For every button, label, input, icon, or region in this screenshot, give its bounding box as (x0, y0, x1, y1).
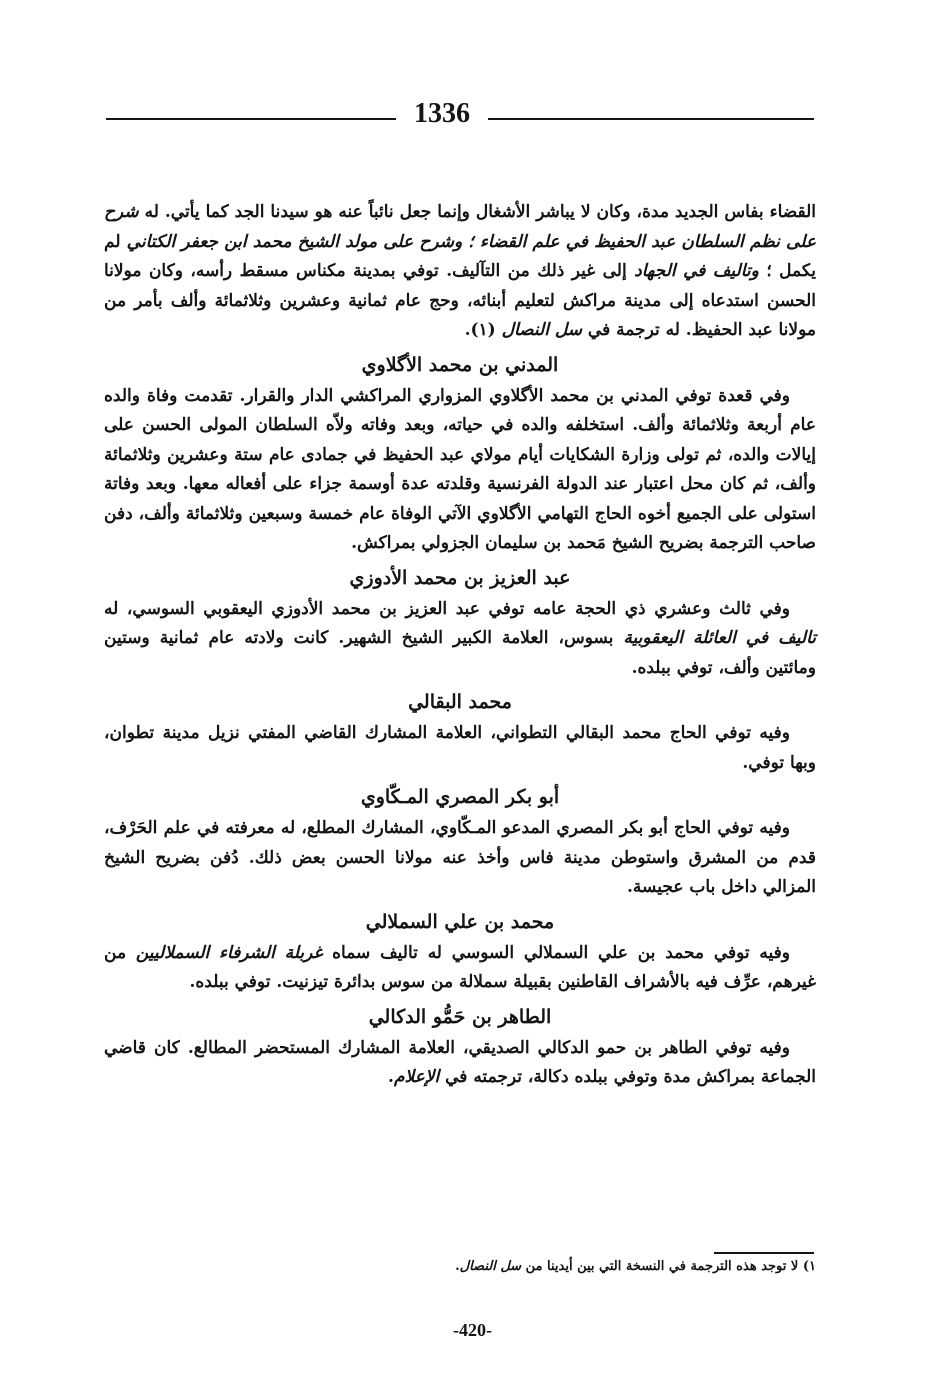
section-body: وفي قعدة توفي المدني بن محمد الأگلاوي المزواري المراكشي الدار والقرار. تقدمت وفاة والده عام أربعة وثلاثمائة وألف. استخلفه والده في حياته، وبعد وفاته ولاّه السلطان المولى الحسن على إيالات والده، ثم تولى وزارة الشكايات أيام مولاي عبد الحفيظ في جمادى عام ستة وعشرين وثلاثمائة وألف، ثم كان محل اعتبار عند الدولة الفرنسية وقلدته عدة أوسمة جزاء على أفعاله معها. وبعد وفاتة استولى على الجميع أخوه الحاج التهامي الأگلاوي الآتي الوفاة عام خمسة وسبعين وثلاثمائة وألف، دفن صاحب الترجمة بضريح الشيخ مَحمد بن سليمان الجزولي بمراكش. (104, 385, 816, 553)
book-title: تاليف في العائلة اليعقوبية (623, 628, 816, 648)
paragraph-text: إلى غير ذلك من التآليف. توفي بمدينة مكناس مسقط رأسه، وكان مولانا الحسن استدعاه إلى مدينة مراكش لتعليم أبنائه، وحج عام ثمانية وعشرين وثلاثمائة وألف بأمر من مولانا عبد الحفيظ. له ترجمة في (104, 261, 816, 340)
section-body (104, 1034, 816, 1093)
section-heading: المدني بن محمد الأگلاوي (361, 353, 559, 376)
main-text (104, 198, 816, 1093)
paragraph-text: بسوس، العلامة الكبير الشيخ الشهير. كانت ولادته عام ثمانية وستين ومائتين وألف، توفي ببلده. (104, 628, 816, 678)
book-title: سل النصال (501, 320, 582, 340)
header-rule-left (106, 118, 396, 120)
section-heading: محمد بن علي السملالي (365, 910, 555, 933)
paragraph-text: لم يكمل ؛ (104, 231, 816, 281)
paragraph-continuation (104, 198, 816, 346)
book-title: غربلة الشرفاء السملاليين (135, 942, 323, 963)
footnote-text: ١) لا توجد هذه الترجمة في النسخة التي بين أيدينا من (521, 1259, 816, 1274)
footnote-divider (714, 1252, 814, 1254)
paragraph-text: وفيه توفي محمد بن علي السملالي السوسي له تاليف سماه (322, 942, 791, 963)
section-heading: الطاهر بن حَمُّو الدكالي (368, 1005, 552, 1028)
paragraph-text: القضاء بفاس الجديد مدة، وكان لا يباشر الأشغال وإنما جعل نائباً عنه هو سيدنا الجد كما يأتي. له (138, 202, 816, 222)
page-header (0, 96, 945, 136)
page-number: -420- (453, 1320, 492, 1340)
book-title: وتاليف في الجهاد (634, 261, 759, 281)
book-title: شرح على نظم السلطان عبد الحفيظ في علم القضاء ؛ وشرح على مولد الشيخ محمد ابن جعفر الكتاني (104, 202, 817, 252)
paragraph-text: وفي ثالث وعشري ذي الحجة عامه توفي عبد العزيز بن محمد الأدوزي اليعقوبي السوسي، له (104, 598, 790, 619)
footnote-ref: (١). (464, 320, 502, 340)
header-rule-right (488, 118, 814, 120)
footnote-text: . (455, 1259, 460, 1274)
paragraph-text: من غيرهم، عرِّف فيه بالأشراف القاطنين بقبيلة سملالة من سوس بدائرة تيزنيت. توفي ببلده. (104, 942, 816, 992)
book-title: سل النصال (459, 1259, 522, 1274)
paragraph-text: وفيه توفي الطاهر بن حمو الدكالي الصديقي، العلامة المشارك المستحضر المطالع. كان قاضي الجماعة بمراكش مدة وتوفي ببلده دكالة، ترجمته في (104, 1037, 816, 1087)
book-title: الإعلام (393, 1067, 440, 1087)
header-page-number: 1336 (414, 98, 470, 129)
section-body (104, 595, 816, 684)
section-body: وفيه توفي الحاج محمد البقالي التطواني، العلامة المشارك القاضي المفتي نزيل مدينة تطوان، وبها توفي. (104, 723, 816, 773)
footnote (104, 1256, 816, 1278)
section-body (104, 939, 816, 998)
paragraph-text: . (388, 1067, 394, 1087)
section-heading: عبد العزيز بن محمد الأدوزي (349, 566, 571, 589)
section-body: وفيه توفي الحاج أبو بكر المصري المدعو المـكّاوي، المشارك المطلع، له معرفته في علم الحَرْف، قدم من المشرق واستوطن مدينة فاس وأخذ عنه مولانا الحسن بعض ذلك. دُفن بضريح الشيخ المزالي داخل باب عجيسة. (104, 818, 816, 897)
section-heading: محمد البقالي (408, 691, 512, 713)
section-heading: أبو بكر المصري المـكّاوي (360, 786, 560, 808)
